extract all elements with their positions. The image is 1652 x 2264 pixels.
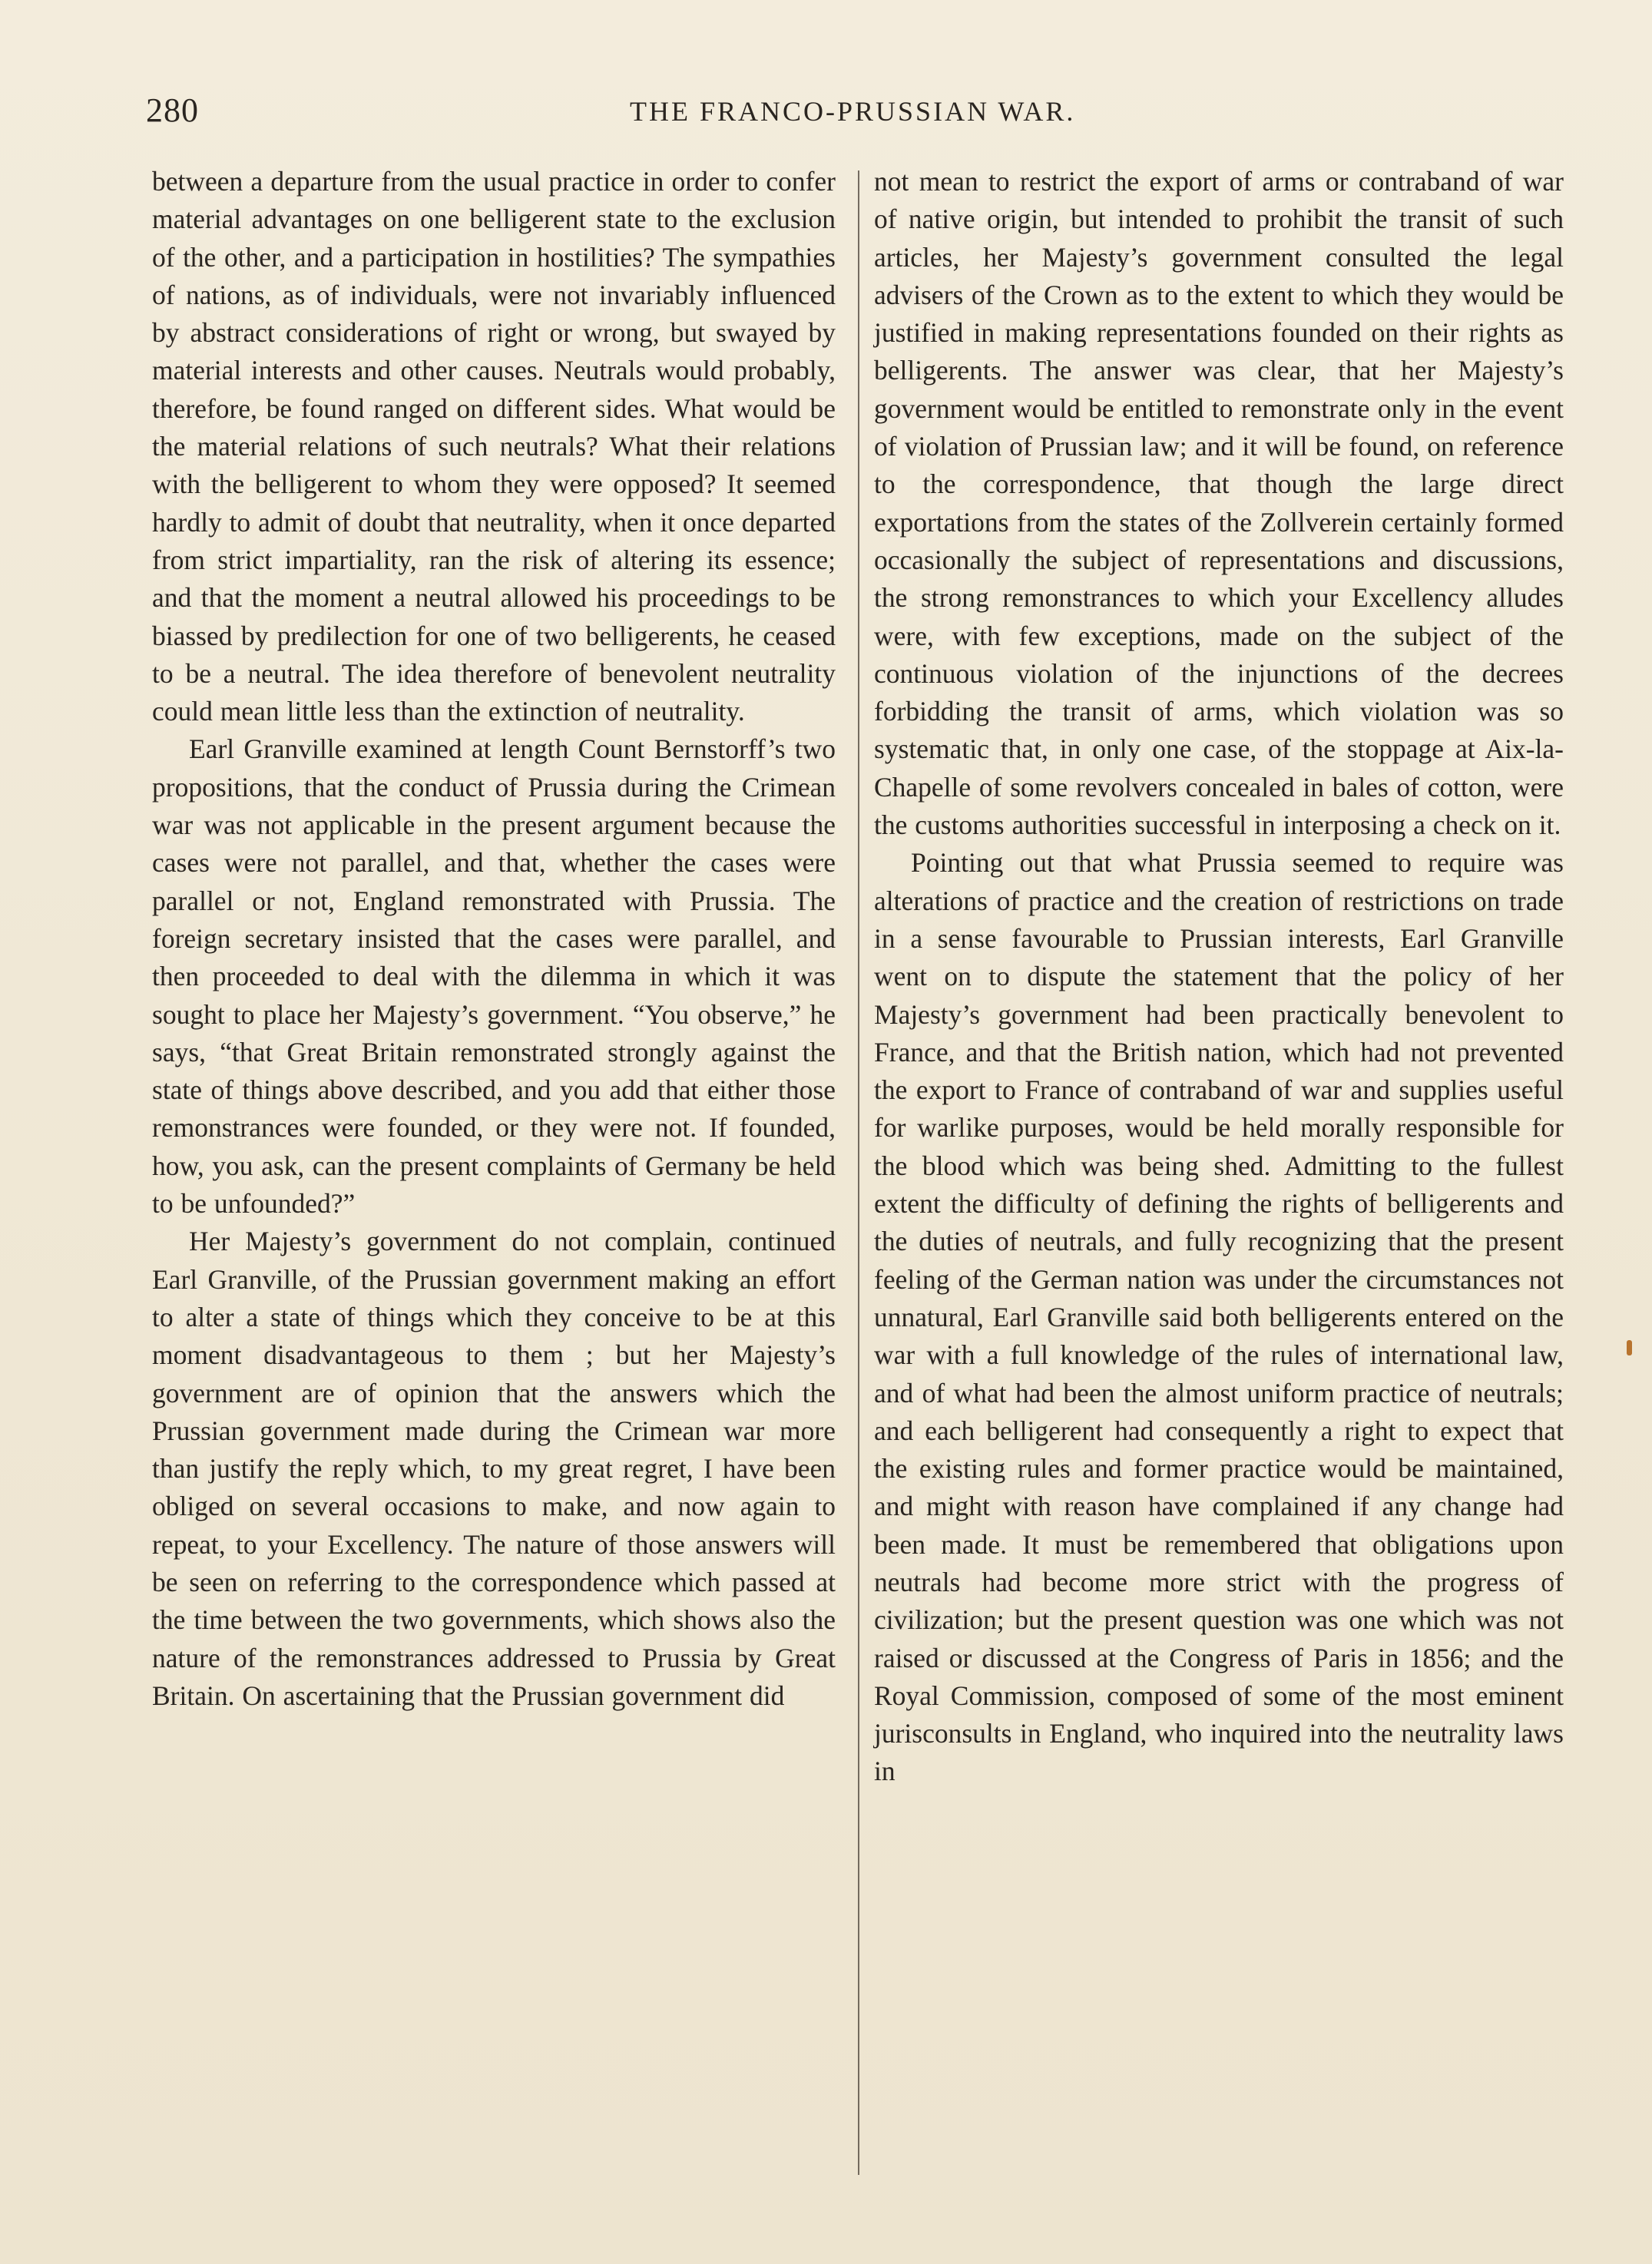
- paragraph: not mean to restrict the export of arms or contraband of war of native origin, but intended to prohibit the transit of such articles, her Majesty’s government consulted the legal advisers of the Crown as to the extent to which they would be justified in making representations founded on their rights as belligerents. The answer was clear, that her Majesty’s government would be entitled to remonstrate only in the event of violation of Prussian law; and it will be found, on reference to the correspondence, that though the large direct exportations from the states of the Zollverein certainly formed occasionally the subject of representations and discussions, the strong remonstrances to which your Excellency alludes were, with few exceptions, made on the subject of the continuous violation of the injunctions of the decrees forbidding the transit of arms, which violation was so systematic that, in only one case, of the stoppage at Aix-la-Chapelle of some revolvers concealed in bales of cotton, were the customs authorities successful in interposing a check on it.: [874, 166, 1564, 841]
- running-head: [146, 91, 1644, 137]
- paragraph: Earl Granville examined at length Count Bernstorff’s two propositions, that the conduct of Prussia during the Crimean war was not applicable in the present argument because the cases were not parallel, and that, whether the cases were parallel or not, England remonstrated with Prussia. The foreign secretary insisted that the cases were parallel, and then proceeded to deal with the dilemma in which it was sought to place her Majesty’s government. “You observe,” he says, “that Great Britain remonstrated strongly against the state of things above described, and you add that either those remonstrances were founded, or they were not. If founded, how, you ask, can the present complaints of Germany be held to be unfounded?”: [152, 733, 836, 1220]
- column-divider: [858, 170, 859, 2175]
- margin-speck: [1627, 1340, 1632, 1355]
- paragraph: Pointing out that what Prussia seemed to require was alterations of practice and the creation of restrictions on trade in a sense favourable to Prussian interests, Earl Granville went on to dispute the statement that the policy of her Majesty’s government had been practically benevolent to France, and that the British nation, which had not prevented the export to France of contraband of war and supplies useful for warlike purposes, would be held morally responsible for the blood which was being shed. Admitting to the fullest extent the difficulty of defining the rights of belligerents and the duties of neutrals, and fully recognizing that the present feeling of the German nation was under the circumstances not unnatural, Earl Granville said both belligerents entered on the war with a full knowledge of the rules of international law, and of what had been the almost uniform practice of neutrals; and each belligerent had consequently a right to expect that the existing rules and former practice would be maintained, and might with reason have complained if any change had been made. It must be remembered that obligations upon neutrals had become more strict with the progress of civilization; but the present question was one which was not raised or discussed at the Congress of Paris in 1856; and the Royal Commission, composed of some of the most eminent jurisconsults in England, who inquired into the neutrality laws in: [874, 847, 1564, 1787]
- paragraph: between a departure from the usual practice in order to confer material advantages on one belligerent state to the exclusion of the other, and a participation in hostilities? The sympathies of nations, as of individuals, were not invariably influenced by abstract considerations of right or wrong, but swayed by material interests and other causes. Neutrals would probably, therefore, be found ranged on different sides. What would be the material relations of such neutrals? What their relations with the belligerent to whom they were opposed? It seemed hardly to admit of doubt that neutrality, when it once departed from strict impartiality, ran the risk of altering its essence; and that the moment a neutral allowed his proceedings to be biassed by predilection for one of two belligerents, he ceased to be a neutral. The idea therefore of benevolent neutrality could mean little less than the extinction of neutrality.: [152, 166, 836, 727]
- left-column: [152, 163, 836, 1715]
- running-title: THE FRANCO-PRUSSIAN WAR.: [630, 96, 1076, 127]
- page-number: 280: [146, 91, 199, 129]
- right-column: [874, 163, 1564, 1791]
- paragraph: Her Majesty’s government do not complain, continued Earl Granville, of the Prussian government making an effort to alter a state of things which they conceive to be at this moment disadvantageous to them ; but her Majesty’s government are of opinion that the answers which the Prussian government made during the Crimean war more than justify the reply which, to my great regret, I have been obliged on several occasions to make, and now again to repeat, to your Excellency. The nature of those answers will be seen on referring to the correspondence which passed at the time between the two governments, which shows also the nature of the remonstrances addressed to Prussia by Great Britain. On ascertaining that the Prussian government did: [152, 1226, 836, 1711]
